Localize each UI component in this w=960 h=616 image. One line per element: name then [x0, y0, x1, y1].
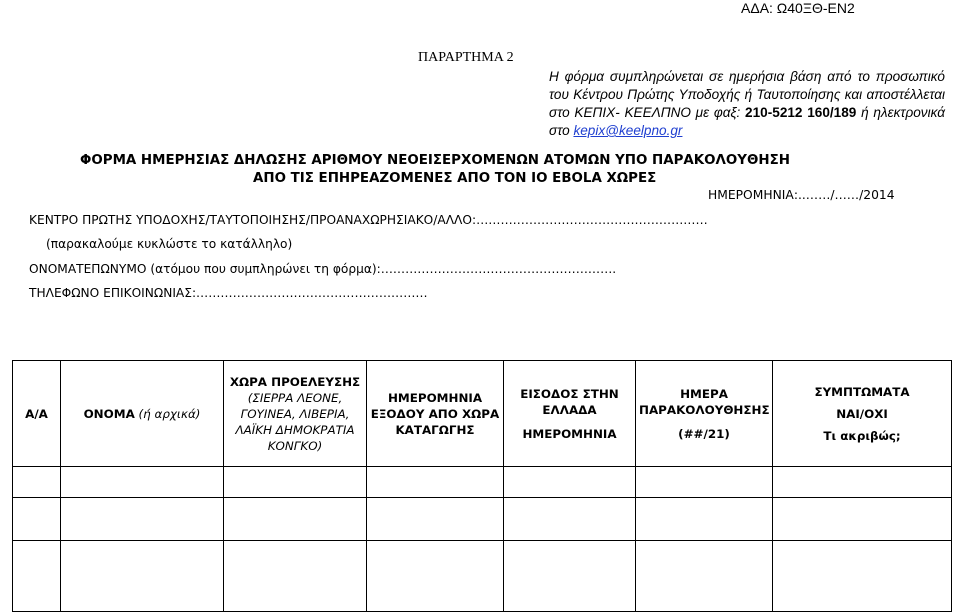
table-header-row	[13, 361, 952, 467]
table-cell[interactable]	[224, 467, 367, 498]
table-cell[interactable]	[224, 498, 367, 541]
table-cell[interactable]	[504, 467, 636, 498]
table-cell[interactable]	[13, 498, 61, 541]
table-cell[interactable]	[13, 467, 61, 498]
table-cell[interactable]	[224, 541, 367, 612]
table-cell[interactable]	[504, 541, 636, 612]
header-monitoring-day: ΗΜΕΡΑ ΠΑΡΑΚΟΛΟΥΘΗΣΗΣ (##/21)	[636, 361, 773, 467]
reception-center-field[interactable]: ΚΕΝΤΡΟ ΠΡΩΤΗΣ ΥΠΟΔΟΧΗΣ/ΤΑΥΤΟΠΟΙΗΣΗΣ/ΠΡΟΑΝΑΧΩΡΗΣΙΑΚΟ/ΑΛΛΟ:…………………………………………………	[29, 213, 708, 227]
table-cell[interactable]	[61, 467, 224, 498]
header-serial: Α/Α	[13, 361, 61, 467]
date-field[interactable]: ΗΜΕΡΟΜΗΝΙΑ:..……/……/2014	[708, 188, 895, 202]
header-symptoms: ΣΥΜΠΤΩΜΑΤΑ ΝΑΙ/ΟΧΙ Τι ακριβώς;	[773, 361, 952, 467]
table-cell[interactable]	[773, 498, 952, 541]
table-cell[interactable]	[773, 541, 952, 612]
header-country: ΧΩΡΑ ΠΡΟΕΛΕΥΣΗΣ (ΣΙΕΡΡΑ ΛΕΟΝΕ, ΓΟΥΙΝΕΑ, ΛΙΒΕΡΙΑ, ΛΑΪΚΗ ΔΗΜΟΚΡΑΤΙΑ ΚΟΝΓΚΟ)	[224, 361, 367, 467]
instruction-note	[549, 68, 945, 140]
table-cell[interactable]	[504, 498, 636, 541]
circle-instruction: (παρακαλούμε κυκλώστε το κατάλληλο)	[46, 237, 293, 251]
ada-code: ΑΔΑ: Ω40ΞΘ-ΕΝ2	[741, 0, 855, 16]
arrivals-table	[12, 360, 952, 612]
annex-label: ΠΑΡΑΡΤΗΜΑ 2	[418, 50, 514, 65]
header-exit-date: ΗΜΕΡΟΜΗΝΙΑ ΕΞΟΔΟΥ ΑΠΟ ΧΩΡΑ ΚΑΤΑΓΩΓΗΣ	[367, 361, 504, 467]
table-row[interactable]	[13, 467, 952, 498]
phone-field[interactable]: ΤΗΛΕΦΩΝΟ ΕΠΙΚΟΙΝΩΝΙΑΣ:…………………………………………………	[29, 286, 428, 300]
table-cell[interactable]	[367, 467, 504, 498]
table-cell[interactable]	[773, 467, 952, 498]
note-middle: ή ηλεκτρονικά στο	[549, 105, 946, 138]
fax-number: 210-5212 160/189	[745, 105, 857, 120]
form-title-line2: ΑΠΟ ΤΙΣ ΕΠΗΡΕΑΖΟΜΕΝΕΣ ΑΠΟ ΤΟΝ ΙΟ EBOLA ΧΩΡΕΣ	[253, 171, 657, 186]
email-link[interactable]: kepix@keelpno.gr	[573, 123, 683, 138]
header-entry-greece: ΕΙΣΟΔΟΣ ΣΤΗΝ ΕΛΛΑΔΑ ΗΜΕΡΟΜΗΝΙΑ	[504, 361, 636, 467]
table-row[interactable]	[13, 498, 952, 541]
table-cell[interactable]	[636, 467, 773, 498]
table-cell[interactable]	[636, 498, 773, 541]
table-cell[interactable]	[367, 541, 504, 612]
table-cell[interactable]	[636, 541, 773, 612]
table-cell[interactable]	[61, 541, 224, 612]
table-row[interactable]	[13, 541, 952, 612]
note-text: Η φόρμα συμπληρώνεται σε ημερήσια βάση από το προσωπικό του Κέντρου Πρώτης Υποδοχής ή Ταυτοποίησης και αποστέλλεται στο ΚΕΠΙΧ- ΚΕΕΛΠΝΟ με φαξ:	[549, 69, 945, 120]
table-cell[interactable]	[13, 541, 61, 612]
table-cell[interactable]	[367, 498, 504, 541]
form-title-line1: ΦΟΡΜΑ ΗΜΕΡΗΣΙΑΣ ΔΗΛΩΣΗΣ ΑΡΙΘΜΟΥ ΝΕΟΕΙΣΕΡΧΟΜΕΝΩΝ ΑΤΟΜΩΝ ΥΠΟ ΠΑΡΑΚΟΛΟΥΘΗΣΗ	[80, 153, 790, 168]
table-cell[interactable]	[61, 498, 224, 541]
full-name-field[interactable]: ΟΝΟΜΑΤΕΠΩΝΥΜΟ (ατόμου που συμπληρώνει τη φόρμα):………………………………………………….	[29, 262, 617, 276]
header-name: ΟΝΟΜΑ (ή αρχικά)	[61, 361, 224, 467]
